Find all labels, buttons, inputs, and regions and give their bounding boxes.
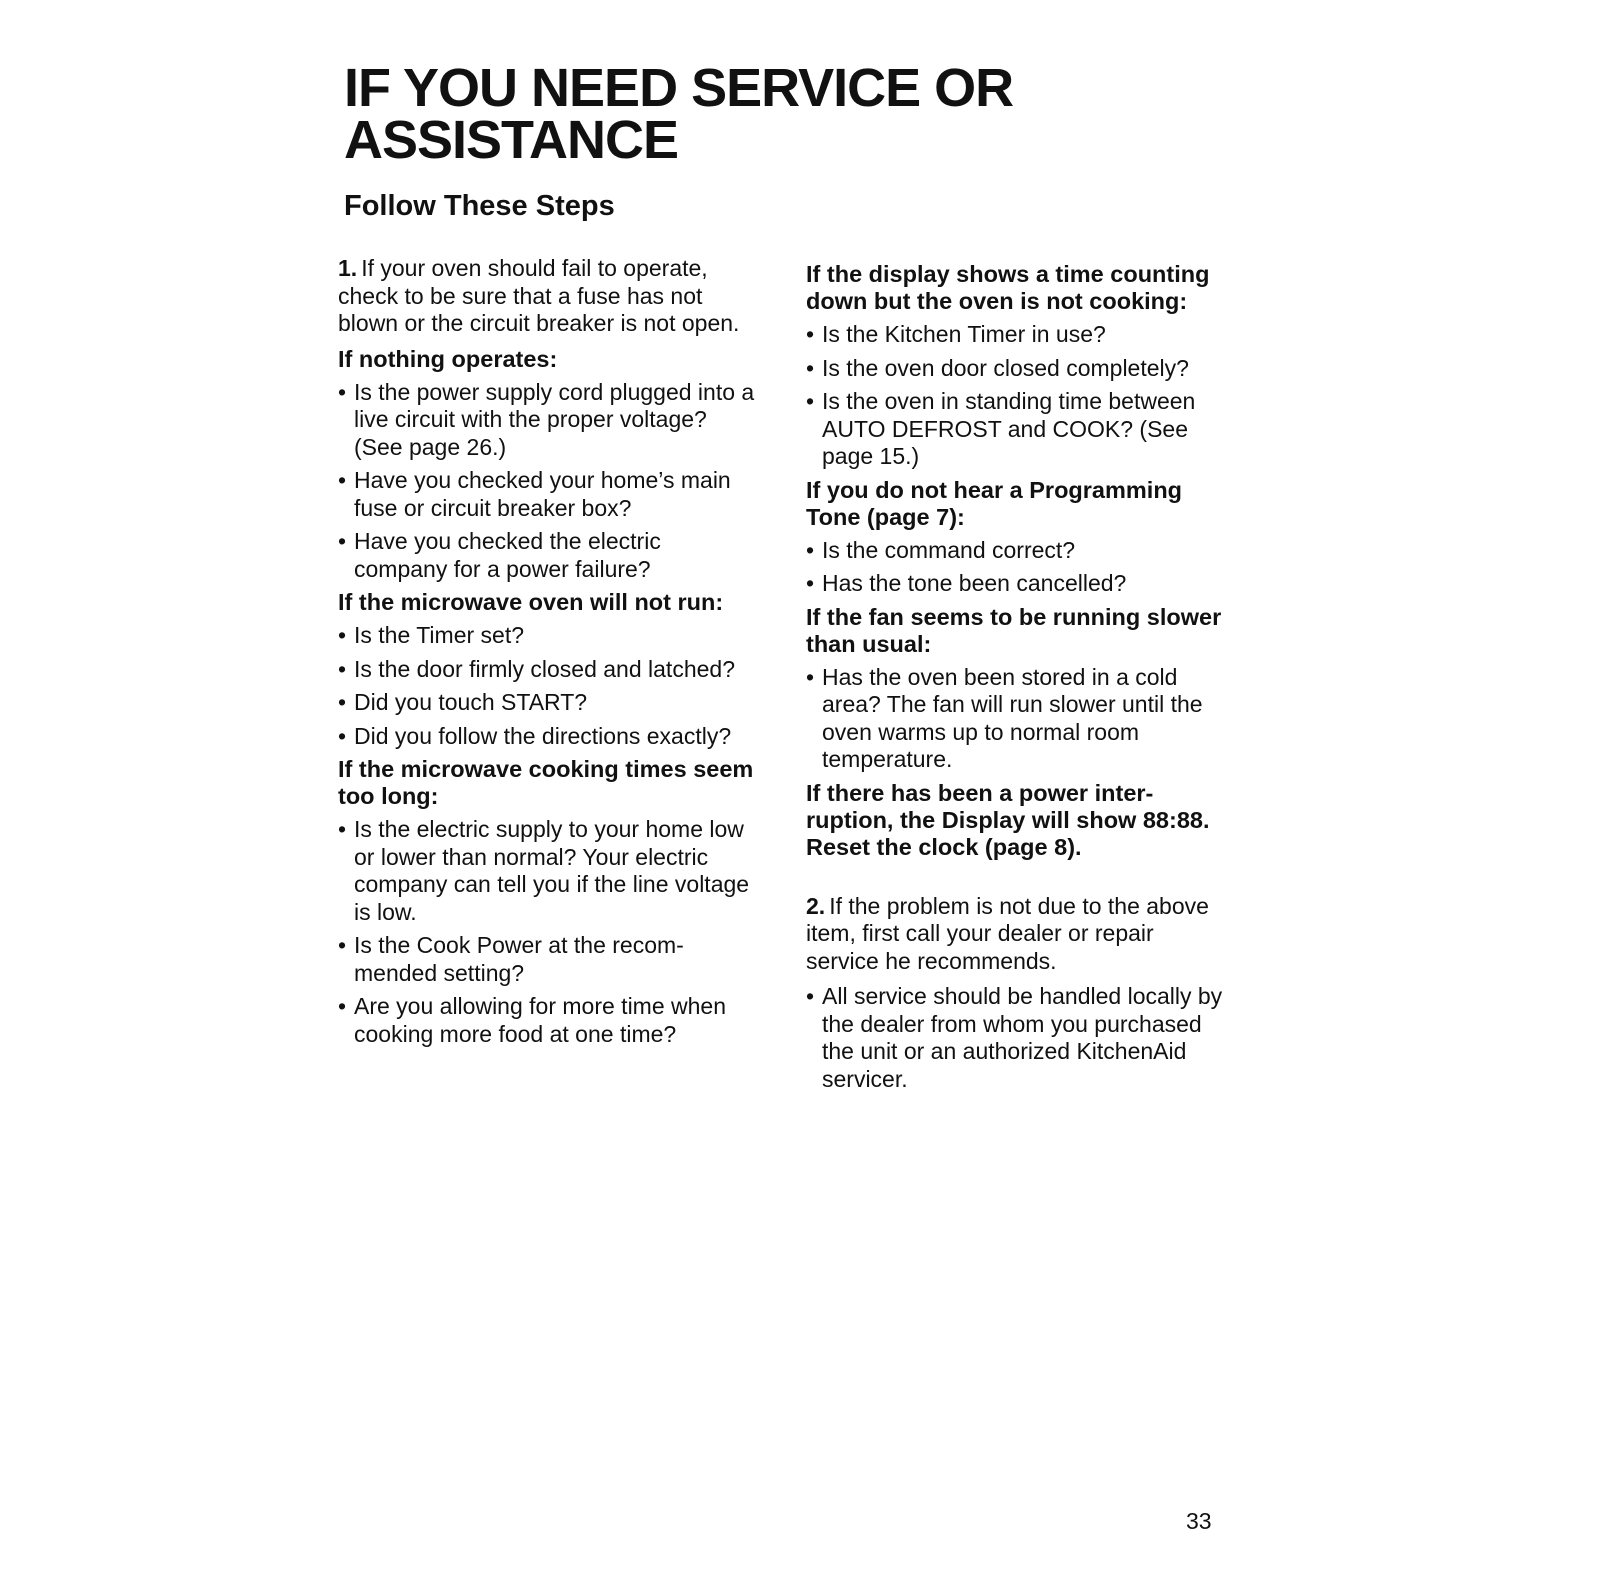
list-item: • Is the oven door closed completely?: [806, 355, 1226, 383]
section-heading: If you do not hear a Programming Tone (page 7):: [806, 476, 1183, 530]
section-heading: If the microwave cooking times seem too long:: [338, 756, 754, 809]
step-1-number: 1.: [338, 255, 358, 281]
section-heading: If the display shows a time counting down but the oven is not cooking:: [806, 261, 1210, 314]
step-2-text: If the problem is not due to the above item, first call your dealer or repair service he recommends.: [806, 892, 1209, 974]
list-item: • Is the power supply cord plugged into a live circuit with the proper voltage? (See page 26.): [338, 379, 758, 462]
page-number: 33: [1186, 1508, 1212, 1534]
section-heading: If nothing operates:: [338, 345, 558, 372]
step-1-text: If your oven should fail to operate, check to be sure that a fuse has not blown or the circuit breaker is not open.: [338, 255, 740, 336]
list-item: • All service should be handled locally by the dealer from whom you purchased the unit or an authorized KitchenAid servicer.: [806, 983, 1226, 1093]
page-title: [344, 58, 1144, 170]
bullet-list: [338, 816, 758, 1048]
list-item: • Are you allowing for more time when cooking more food at one time?: [338, 993, 758, 1048]
bullet-list: [806, 983, 1226, 1093]
list-item: • Is the door firmly closed and latched?: [338, 656, 758, 684]
bullet-list: [338, 622, 758, 750]
bullet-list: [806, 321, 1226, 471]
list-item: • Is the command correct?: [806, 537, 1226, 565]
page-subtitle: Follow These Steps: [344, 190, 615, 222]
list-item: • Is the Kitchen Timer in use?: [806, 321, 1226, 349]
list-item: • Has the oven been stored in a cold area? The fan will run slower until the oven warms up to normal room temperature.: [806, 664, 1226, 774]
step-2: [806, 893, 1226, 976]
list-item: • Have you checked the electric company for a power failure?: [338, 528, 758, 583]
step-2-number: 2.: [806, 892, 826, 919]
title-line-2: ASSISTANCE: [344, 110, 679, 170]
list-item: • Did you touch START?: [338, 689, 758, 717]
list-item: • Is the Timer set?: [338, 622, 758, 650]
section-heading: If the microwave oven will not run:: [338, 589, 724, 615]
list-item: • Have you checked your home’s main fuse or circuit breaker box?: [338, 467, 758, 522]
bullet-list: [806, 537, 1226, 598]
list-item: • Is the Cook Power at the recom-mended setting?: [338, 932, 758, 987]
right-column: [806, 255, 1226, 1099]
bullet-list: [338, 379, 758, 584]
power-interruption-note: If there has been a power inter-ruption, the Display will show 88:88. Reset the clock (page 8).: [806, 779, 1210, 860]
section-heading: If the fan seems to be running slower than usual:: [806, 603, 1222, 657]
bullet-list: [806, 664, 1226, 774]
list-item: • Did you follow the directions exactly?: [338, 723, 758, 751]
list-item: • Is the electric supply to your home low or lower than normal? Your electric company can tell you if the line voltage is low.: [338, 816, 758, 926]
step-1: [338, 255, 758, 338]
left-column: [338, 255, 758, 1054]
title-line-1: IF YOU NEED SERVICE OR: [344, 58, 1014, 118]
list-item: • Is the oven in standing time between AUTO DEFROST and COOK? (See page 15.): [806, 388, 1226, 471]
list-item: • Has the tone been cancelled?: [806, 570, 1226, 598]
